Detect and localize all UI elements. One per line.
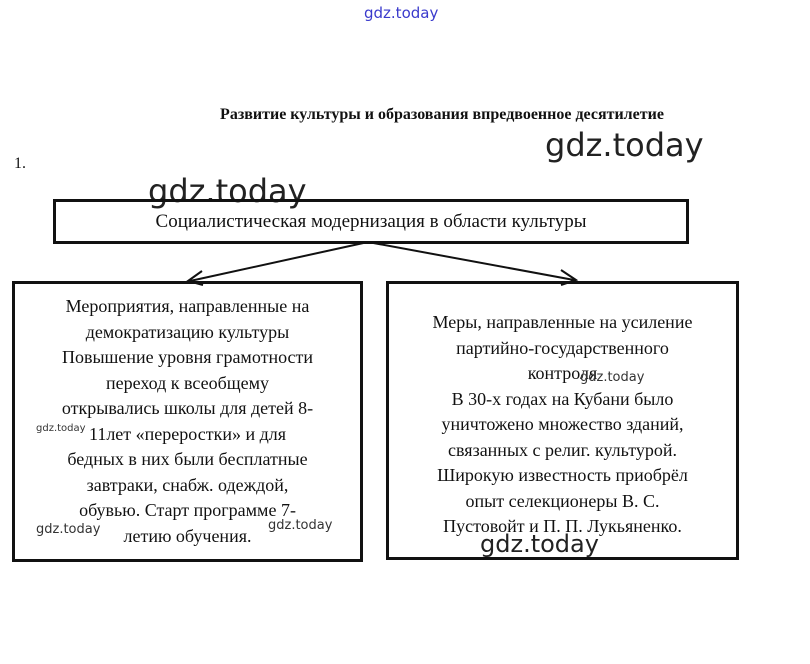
left-box-line: демократизацию культуры	[85, 321, 290, 342]
right-measures-box	[386, 281, 739, 560]
right-box-line: уничтожено множество зданий,	[441, 414, 684, 434]
right-box-line: Широкую известность приобрёл	[437, 465, 688, 485]
arrow-left-line	[190, 242, 368, 281]
item-number: 1.	[14, 155, 26, 172]
left-box-line: Мероприятия, направленные на	[65, 296, 310, 316]
left-box-line: 11лет «переростки» и для	[88, 423, 286, 444]
right-box-line: связанных с религ. культурой.	[448, 439, 677, 460]
watermark-above-box: gdz.today	[148, 172, 307, 210]
watermark-left-box-small: gdz.today	[36, 423, 86, 434]
arrow-right-line	[368, 242, 574, 280]
right-box-line: опыт селекционеры В. С.	[465, 490, 660, 511]
watermark-left-box-bottom-right: gdz.today	[268, 518, 333, 533]
left-box-line: завтраки, снабж. одеждой,	[86, 474, 289, 495]
watermark-top: gdz.today	[364, 4, 439, 22]
left-box-line: открывались школы для детей 8-	[61, 398, 314, 418]
left-box-line: летию обучения.	[123, 525, 252, 546]
right-box-line: партийно-государственного	[456, 337, 669, 358]
right-box-line: Меры, направленные на усиление	[432, 312, 693, 332]
top-concept-text: Социалистическая модернизация в области культуры	[155, 210, 587, 232]
left-box-line: бедных в них были бесплатные	[67, 449, 308, 469]
right-box-line: В 30-х годах на Кубани было	[451, 388, 674, 409]
watermark-title-right: gdz.today	[545, 126, 704, 164]
right-box-line: Пустовойт и П. П. Лукьяненко.	[443, 516, 682, 536]
watermark-left-box-bottom-left: gdz.today	[36, 522, 101, 537]
page-title: Развитие культуры и образования впредвоенное десятилетие	[220, 106, 664, 123]
watermark-bottom-right: gdz.today	[480, 530, 599, 558]
left-box-line: Повышение уровня грамотности	[61, 347, 314, 367]
watermark-right-box-small: gdz.today	[580, 370, 645, 385]
left-box-line: переход к всеобщему	[105, 372, 270, 393]
right-box-line: контроля	[527, 363, 598, 383]
left-box-line: обувью. Старт программе 7-	[79, 500, 296, 520]
